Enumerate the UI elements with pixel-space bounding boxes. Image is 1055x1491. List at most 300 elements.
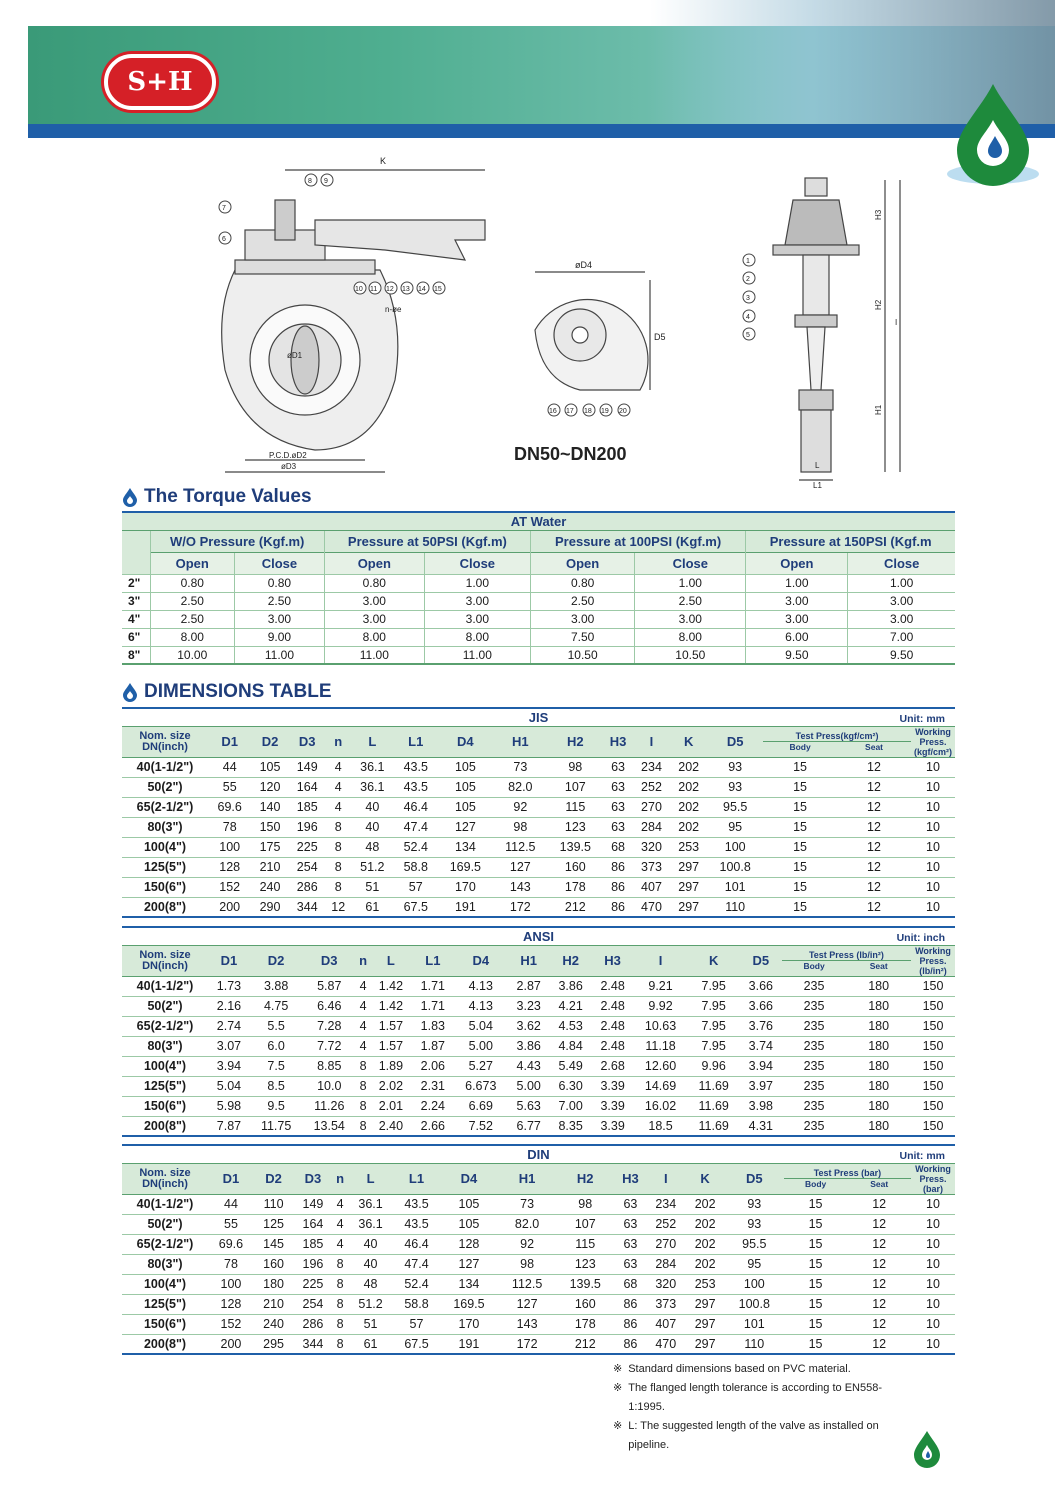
value-cell: 123 [556, 1254, 615, 1274]
size-cell: 80(3") [122, 1254, 208, 1274]
size-cell: 50(2") [122, 996, 208, 1016]
value-cell: 4 [356, 1016, 370, 1036]
value-cell: 234 [633, 757, 670, 777]
size-cell: 150(6") [122, 1314, 208, 1334]
column-header: H3 [603, 726, 633, 757]
svg-text:11: 11 [370, 286, 378, 293]
value-cell: 52.4 [394, 837, 437, 857]
water-drop-icon [122, 487, 138, 507]
brand-logo [104, 54, 216, 110]
table-row [122, 1096, 955, 1116]
column-header: D2 [254, 1163, 293, 1194]
value-cell: 6.0 [250, 1036, 302, 1056]
value-cell: 4 [333, 1234, 348, 1254]
value-cell: 107 [556, 1214, 615, 1234]
value-cell: 110 [725, 1334, 784, 1354]
value-cell: 150 [911, 1016, 955, 1036]
value-cell: 95.5 [707, 797, 763, 817]
value-cell: 69.6 [208, 797, 251, 817]
column-header: K [685, 1163, 724, 1194]
value-cell: 40 [351, 797, 394, 817]
value-cell: 10 [911, 817, 955, 837]
column-header: D3 [289, 726, 326, 757]
value-cell: 2.06 [412, 1056, 454, 1076]
value-cell: 297 [670, 857, 707, 877]
value-cell: 5.27 [454, 1056, 508, 1076]
value-cell: 373 [633, 857, 670, 877]
standard-caption [122, 927, 955, 945]
body-label: Body [803, 961, 825, 971]
value-cell: 12 [837, 777, 911, 797]
table-row [122, 996, 955, 1016]
table-row [122, 1254, 955, 1274]
column-header: L1 [412, 945, 454, 976]
column-header: n [356, 945, 370, 976]
value-cell: 7.95 [688, 1016, 740, 1036]
table-row [122, 976, 955, 996]
value-cell: 407 [646, 1314, 685, 1334]
size-cell: 100(4") [122, 1274, 208, 1294]
torque-cell: 11.00 [235, 646, 325, 664]
value-cell: 92 [498, 1234, 555, 1254]
value-cell: 107 [547, 777, 603, 797]
value-cell: 202 [685, 1194, 724, 1214]
value-cell: 12 [837, 897, 911, 917]
group-header: W/O Pressure (Kgf.m) [150, 530, 324, 552]
value-cell: 180 [846, 996, 911, 1016]
column-header: I [646, 1163, 685, 1194]
svg-text:4: 4 [746, 314, 750, 321]
value-cell: 110 [707, 897, 763, 917]
value-cell: 1.71 [412, 976, 454, 996]
value-cell: 101 [707, 877, 763, 897]
value-cell: 61 [351, 897, 394, 917]
value-cell: 15 [784, 1194, 848, 1214]
value-cell: 51 [348, 1314, 394, 1334]
size-cell: 125(5") [122, 857, 208, 877]
size-cell: 50(2") [122, 777, 208, 797]
value-cell: 2.66 [412, 1116, 454, 1136]
torque-cell: 2.50 [530, 592, 634, 610]
value-cell: 11.69 [688, 1076, 740, 1096]
value-cell: 127 [437, 817, 493, 837]
table-row [122, 797, 955, 817]
value-cell: 134 [439, 1274, 498, 1294]
torque-cell: 0.80 [530, 574, 634, 592]
value-cell: 202 [685, 1254, 724, 1274]
column-header: L1 [394, 726, 437, 757]
svg-text:L1: L1 [813, 481, 822, 490]
value-cell: 12 [837, 797, 911, 817]
test-press-header [784, 1163, 911, 1194]
value-cell: 57 [394, 1314, 440, 1334]
value-cell: 15 [784, 1214, 848, 1234]
unit-label: Unit: mm [899, 713, 945, 725]
value-cell: 169.5 [439, 1294, 498, 1314]
svg-text:9: 9 [324, 178, 328, 185]
value-cell: 470 [633, 897, 670, 917]
table-row [122, 1274, 955, 1294]
value-cell: 78 [208, 1254, 254, 1274]
value-cell: 6.69 [454, 1096, 508, 1116]
value-cell: 14.69 [634, 1076, 688, 1096]
value-cell: 253 [670, 837, 707, 857]
value-cell: 1.87 [412, 1036, 454, 1056]
table-row [122, 646, 955, 664]
value-cell: 1.83 [412, 1016, 454, 1036]
value-cell: 178 [556, 1314, 615, 1334]
value-cell: 2.16 [208, 996, 250, 1016]
column-header: H3 [592, 945, 634, 976]
size-cell: 200(8") [122, 1334, 208, 1354]
nom-size-header: Nom. size DN(inch) [122, 945, 208, 976]
value-cell: 4.13 [454, 996, 508, 1016]
value-cell: 128 [208, 1294, 254, 1314]
table-row [122, 897, 955, 917]
value-cell: 180 [846, 1016, 911, 1036]
dimensions-table-jis [122, 707, 955, 918]
torque-cell: 3.00 [424, 610, 530, 628]
body-label: Body [804, 1179, 827, 1189]
value-cell: 63 [615, 1234, 646, 1254]
value-cell: 100 [208, 837, 251, 857]
torque-cell: 3.00 [530, 610, 634, 628]
value-cell: 58.8 [394, 857, 437, 877]
value-cell: 140 [251, 797, 288, 817]
value-cell: 15 [763, 837, 837, 857]
value-cell: 105 [437, 777, 493, 797]
value-cell: 1.57 [370, 1016, 412, 1036]
value-cell: 180 [846, 1056, 911, 1076]
svg-text:3: 3 [746, 295, 750, 302]
value-cell: 73 [498, 1194, 555, 1214]
value-cell: 12 [837, 757, 911, 777]
svg-text:I: I [895, 318, 898, 327]
value-cell: 127 [498, 1294, 555, 1314]
column-header: n [333, 1163, 348, 1194]
column-header: D1 [208, 1163, 254, 1194]
value-cell: 63 [603, 817, 633, 837]
value-cell: 11.26 [302, 1096, 356, 1116]
svg-text:7: 7 [222, 205, 226, 212]
svg-text:13: 13 [402, 286, 410, 293]
torque-cell: 10.50 [635, 646, 746, 664]
value-cell: 3.94 [208, 1056, 250, 1076]
value-cell: 170 [439, 1314, 498, 1334]
value-cell: 8 [326, 817, 351, 837]
value-cell: 100 [707, 837, 763, 857]
value-cell: 7.00 [550, 1096, 592, 1116]
value-cell: 284 [646, 1254, 685, 1274]
value-cell: 270 [646, 1234, 685, 1254]
torque-section-title [122, 486, 312, 508]
value-cell: 185 [289, 797, 326, 817]
torque-cell: 3.00 [324, 610, 424, 628]
value-cell: 320 [633, 837, 670, 857]
torque-cell: 3.00 [635, 610, 746, 628]
value-cell: 112.5 [498, 1274, 555, 1294]
value-cell: 10 [911, 757, 955, 777]
svg-text:D5: D5 [654, 332, 666, 342]
value-cell: 2.01 [370, 1096, 412, 1116]
value-cell: 3.98 [740, 1096, 782, 1116]
size-cell: 2" [122, 574, 150, 592]
value-cell: 95 [725, 1254, 784, 1274]
value-cell: 120 [251, 777, 288, 797]
value-cell: 3.86 [550, 976, 592, 996]
value-cell: 7.52 [454, 1116, 508, 1136]
torque-cell: 11.00 [324, 646, 424, 664]
value-cell: 57 [394, 877, 437, 897]
value-cell: 8 [333, 1334, 348, 1354]
value-cell: 110 [254, 1194, 293, 1214]
column-header: H2 [550, 945, 592, 976]
value-cell: 235 [782, 976, 847, 996]
value-cell: 68 [603, 837, 633, 857]
test-press-label: Test Press (bar) [813, 1168, 882, 1178]
standard-name: JIS [528, 709, 549, 725]
value-cell: 105 [437, 797, 493, 817]
unit-label: Unit: inch [896, 932, 945, 944]
svg-text:12: 12 [386, 286, 394, 293]
value-cell: 55 [208, 1214, 254, 1234]
value-cell: 3.88 [250, 976, 302, 996]
svg-text:8: 8 [308, 178, 312, 185]
group-header: Pressure at 50PSI (Kgf.m) [324, 530, 530, 552]
value-cell: 46.4 [394, 797, 437, 817]
table-row [122, 1234, 955, 1254]
value-cell: 47.4 [394, 817, 437, 837]
value-cell: 10 [911, 1274, 955, 1294]
working-press-header: Working Press. (kgf/cm²) [911, 726, 955, 757]
working-press-header: Working Press. (lb/in²) [911, 945, 955, 976]
value-cell: 63 [615, 1194, 646, 1214]
note-mark: ※ [613, 1420, 623, 1432]
logo-text: S+H [127, 67, 193, 97]
value-cell: 98 [547, 757, 603, 777]
value-cell: 40 [348, 1234, 394, 1254]
value-cell: 128 [208, 857, 251, 877]
value-cell: 67.5 [394, 897, 437, 917]
value-cell: 7.87 [208, 1116, 250, 1136]
value-cell: 4 [356, 976, 370, 996]
seat-label: Seat [870, 1179, 889, 1189]
value-cell: 10 [911, 857, 955, 877]
value-cell: 55 [208, 777, 251, 797]
column-header: D1 [208, 726, 251, 757]
svg-text:15: 15 [434, 286, 442, 293]
torque-cell: 3.00 [324, 592, 424, 610]
value-cell: 3.76 [740, 1016, 782, 1036]
test-press-header [782, 945, 911, 976]
value-cell: 95.5 [725, 1234, 784, 1254]
valve-top-drawing [520, 150, 670, 430]
size-cell: 200(8") [122, 1116, 208, 1136]
column-header: L1 [394, 1163, 440, 1194]
value-cell: 12 [837, 837, 911, 857]
size-cell: 100(4") [122, 837, 208, 857]
value-cell: 2.24 [412, 1096, 454, 1116]
value-cell: 18.5 [634, 1116, 688, 1136]
column-header: D5 [707, 726, 763, 757]
value-cell: 12 [847, 1334, 911, 1354]
table-row [122, 1294, 955, 1314]
value-cell: 4.31 [740, 1116, 782, 1136]
table-row [122, 757, 955, 777]
value-cell: 12 [847, 1234, 911, 1254]
open-header: Open [746, 552, 848, 574]
value-cell: 63 [615, 1254, 646, 1274]
value-cell: 36.1 [351, 777, 394, 797]
svg-text:H2: H2 [874, 299, 883, 310]
table-row [122, 1016, 955, 1036]
value-cell: 134 [437, 837, 493, 857]
value-cell: 1.42 [370, 996, 412, 1016]
size-cell: 80(3") [122, 1036, 208, 1056]
value-cell: 2.74 [208, 1016, 250, 1036]
value-cell: 8 [333, 1254, 348, 1274]
header-stripe [28, 124, 1055, 138]
value-cell: 8 [333, 1294, 348, 1314]
value-cell: 86 [603, 857, 633, 877]
value-cell: 8 [326, 837, 351, 857]
dimensions-table-din [122, 1144, 955, 1355]
standard-name: DIN [527, 1146, 550, 1162]
value-cell: 100.8 [707, 857, 763, 877]
value-cell: 235 [782, 1036, 847, 1056]
value-cell: 6.46 [302, 996, 356, 1016]
value-cell: 3.62 [508, 1016, 550, 1036]
column-header: D4 [437, 726, 493, 757]
value-cell: 8.5 [250, 1076, 302, 1096]
size-cell: 50(2") [122, 1214, 208, 1234]
size-cell: 65(2-1/2") [122, 797, 208, 817]
value-cell: 93 [707, 757, 763, 777]
table-row [122, 1214, 955, 1234]
value-cell: 2.48 [592, 1016, 634, 1036]
torque-cell: 9.50 [746, 646, 848, 664]
size-cell: 3" [122, 592, 150, 610]
value-cell: 1.89 [370, 1056, 412, 1076]
svg-text:H1: H1 [874, 404, 883, 415]
value-cell: 150 [251, 817, 288, 837]
value-cell: 98 [498, 1254, 555, 1274]
table-row [122, 628, 955, 646]
value-cell: 4 [356, 996, 370, 1016]
value-cell: 4.53 [550, 1016, 592, 1036]
value-cell: 8 [356, 1096, 370, 1116]
value-cell: 7.95 [688, 996, 740, 1016]
value-cell: 3.39 [592, 1116, 634, 1136]
value-cell: 105 [437, 757, 493, 777]
torque-cell: 0.80 [324, 574, 424, 592]
value-cell: 150 [911, 1076, 955, 1096]
value-cell: 52.4 [394, 1274, 440, 1294]
value-cell: 4 [326, 757, 351, 777]
value-cell: 51.2 [351, 857, 394, 877]
svg-text:L: L [815, 461, 820, 470]
size-cell: 40(1-1/2") [122, 1194, 208, 1214]
test-press-label: Test Press (lb/in²) [808, 950, 884, 960]
value-cell: 100.8 [725, 1294, 784, 1314]
value-cell: 169.5 [437, 857, 493, 877]
torque-cell: 8.00 [424, 628, 530, 646]
size-header [122, 530, 150, 574]
value-cell: 5.63 [508, 1096, 550, 1116]
value-cell: 12 [837, 877, 911, 897]
notes [613, 1360, 893, 1455]
value-cell: 235 [782, 1076, 847, 1096]
value-cell: 170 [437, 877, 493, 897]
torque-cell: 3.00 [235, 610, 325, 628]
value-cell: 5.98 [208, 1096, 250, 1116]
value-cell: 235 [782, 996, 847, 1016]
column-header: I [633, 726, 670, 757]
value-cell: 43.5 [394, 1214, 440, 1234]
value-cell: 93 [725, 1194, 784, 1214]
note-text: L: The suggested length of the valve as installed on pipeline. [628, 1420, 879, 1451]
value-cell: 128 [439, 1234, 498, 1254]
value-cell: 15 [763, 877, 837, 897]
value-cell: 105 [439, 1194, 498, 1214]
value-cell: 152 [208, 877, 251, 897]
value-cell: 150 [911, 1056, 955, 1076]
value-cell: 6.30 [550, 1076, 592, 1096]
value-cell: 4 [356, 1036, 370, 1056]
value-cell: 15 [763, 897, 837, 917]
value-cell: 4 [326, 797, 351, 817]
value-cell: 407 [633, 877, 670, 897]
torque-cell: 2.50 [150, 592, 235, 610]
value-cell: 98 [556, 1194, 615, 1214]
value-cell: 139.5 [556, 1274, 615, 1294]
torque-cell: 0.80 [235, 574, 325, 592]
value-cell: 7.95 [688, 1036, 740, 1056]
column-header: D5 [725, 1163, 784, 1194]
model-range-label: DN50~DN200 [514, 444, 627, 464]
column-header: H1 [508, 945, 550, 976]
value-cell: 16.02 [634, 1096, 688, 1116]
close-header: Close [848, 552, 955, 574]
value-cell: 15 [784, 1334, 848, 1354]
column-header: H2 [556, 1163, 615, 1194]
value-cell: 12 [847, 1314, 911, 1334]
value-cell: 3.97 [740, 1076, 782, 1096]
value-cell: 180 [846, 1076, 911, 1096]
value-cell: 63 [603, 777, 633, 797]
value-cell: 115 [547, 797, 603, 817]
value-cell: 160 [547, 857, 603, 877]
value-cell: 112.5 [493, 837, 547, 857]
value-cell: 149 [293, 1194, 332, 1214]
value-cell: 235 [782, 1016, 847, 1036]
value-cell: 3.66 [740, 996, 782, 1016]
value-cell: 10 [911, 1294, 955, 1314]
value-cell: 86 [615, 1294, 646, 1314]
value-cell: 4 [333, 1214, 348, 1234]
size-cell: 125(5") [122, 1076, 208, 1096]
torque-cell: 3.00 [746, 592, 848, 610]
value-cell: 212 [547, 897, 603, 917]
group-header: Pressure at 100PSI (Kgf.m) [530, 530, 745, 552]
value-cell: 470 [646, 1334, 685, 1354]
value-cell: 12 [326, 897, 351, 917]
value-cell: 51.2 [348, 1294, 394, 1314]
svg-text:P.C.D.øD2: P.C.D.øD2 [269, 451, 307, 460]
value-cell: 145 [254, 1234, 293, 1254]
table-row [122, 1056, 955, 1076]
size-cell: 200(8") [122, 897, 208, 917]
